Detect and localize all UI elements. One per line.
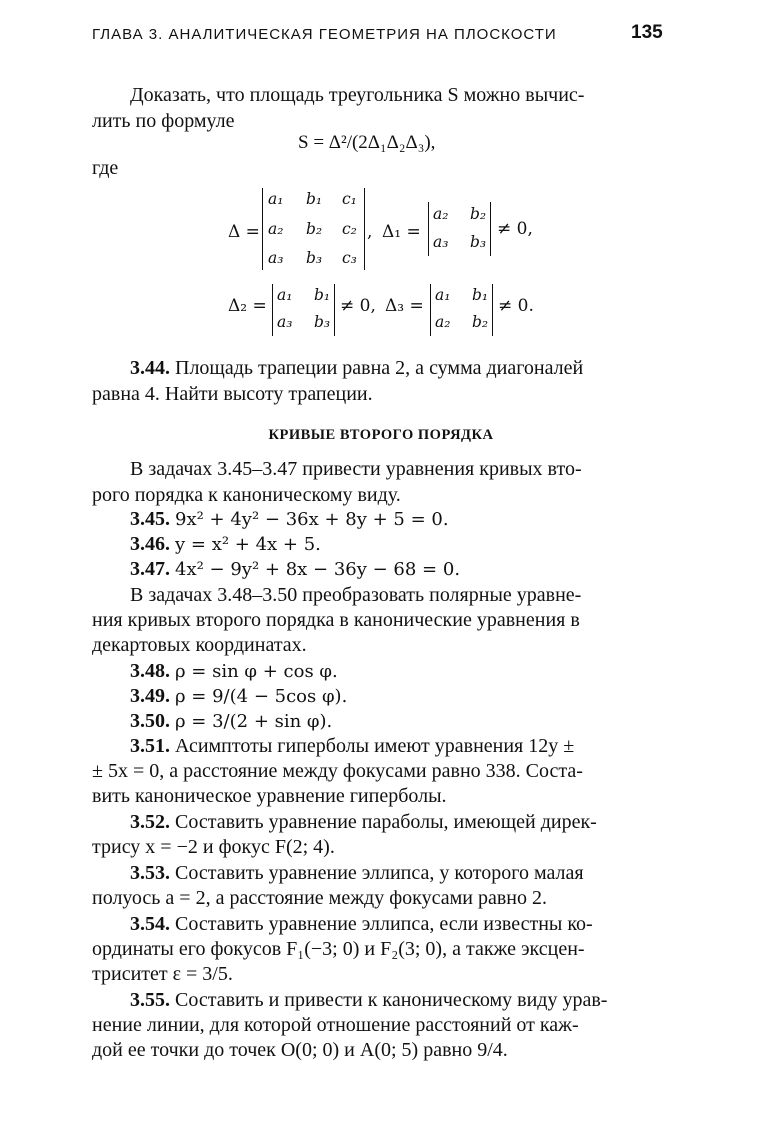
not-equal-zero: ≠ 0, [340, 296, 376, 316]
problem-3-54 [130, 911, 593, 937]
page-number: 135 [631, 22, 663, 43]
det-cell: b₁ [314, 286, 331, 304]
det-cell: a₁ [277, 286, 293, 304]
delta2-label: Δ₂ = [228, 296, 267, 316]
intro-line-1: Доказать, что площадь треугольника S можно вычис- [130, 84, 585, 106]
paragraph-line: полуось a = 2, а расстояние между фокусами равно 2. [92, 887, 547, 909]
paragraph-line: трису x = −2 и фокус F(2; 4). [92, 836, 335, 858]
problem-text: Составить уравнение эллипса, если известны ко- [175, 913, 593, 935]
det-cell: b₂ [472, 313, 489, 331]
paragraph-line: В задачах 3.48–3.50 преобразовать полярные уравне- [130, 584, 582, 606]
equation-3-45 [130, 506, 449, 533]
paragraph-line: декартовых координатах. [92, 634, 307, 656]
equation: ρ = 9/(4 − 5cos φ). [175, 686, 348, 707]
det-bar-left [428, 202, 429, 256]
det-cell: c₁ [342, 190, 357, 208]
det-bar-left [430, 284, 431, 336]
problem-3-55 [130, 987, 607, 1013]
problem-number: 3.54. [130, 913, 170, 935]
det-cell: a₁ [435, 286, 451, 304]
det-cell: c₃ [342, 249, 357, 267]
equation: ρ = 3/(2 + sin φ). [175, 711, 333, 732]
problem-text: Составить и привести к каноническому виду урав- [175, 989, 608, 1011]
problem-number: 3.44. [130, 357, 170, 379]
equation: 9x² + 4y² − 36x + 8y + 5 = 0. [175, 509, 449, 530]
det-cell: a₃ [433, 233, 449, 251]
equation-3-46 [130, 531, 321, 558]
det-cell: b₁ [306, 190, 323, 208]
det-cell: a₂ [435, 313, 451, 331]
where-label: где [92, 157, 119, 179]
det-cell: a₃ [277, 313, 293, 331]
problem-number: 3.48. [130, 660, 170, 682]
paragraph-line: ± 5x = 0, а расстояние между фокусами равно 338. Соста- [92, 760, 583, 782]
problem-number: 3.53. [130, 862, 170, 884]
problem-number: 3.46. [130, 533, 170, 555]
paragraph-line: В задачах 3.45–3.47 привести уравнения кривых вто- [130, 458, 582, 480]
det-bar-right [334, 284, 335, 336]
section-title: КРИВЫЕ ВТОРОГО ПОРЯДКА [268, 427, 494, 443]
problem-3-52 [130, 809, 597, 835]
paragraph-line: триситет ε = 3/5. [92, 963, 233, 985]
det-cell: b₂ [470, 205, 487, 223]
delta1-label: Δ₁ = [382, 222, 421, 242]
det-cell: b₁ [472, 286, 489, 304]
det-cell: a₂ [268, 220, 284, 238]
det-cell: b₃ [470, 233, 487, 251]
problem-number: 3.52. [130, 811, 170, 833]
equation: ρ = sin φ + cos φ. [175, 661, 338, 682]
det-cell: a₁ [268, 190, 284, 208]
comma: , [367, 222, 373, 242]
problem-3-53 [130, 860, 584, 886]
not-equal-zero: ≠ 0, [497, 219, 533, 239]
det-cell: b₃ [306, 249, 323, 267]
paragraph-line: ординаты его фокусов F₁(−3; 0) и F₂(3; 0), а также эксцен- [92, 938, 585, 960]
equation: y = x² + 4x + 5. [175, 534, 321, 555]
det-cell: a₃ [268, 249, 284, 267]
paragraph-line: дой ее точки до точек O(0; 0) и A(0; 5) равно 9/4. [92, 1039, 508, 1061]
not-equal-zero: ≠ 0. [498, 296, 534, 316]
paragraph-line: рого порядка к каноническому виду. [92, 484, 401, 506]
problem-number: 3.49. [130, 685, 170, 707]
det-cell: a₂ [433, 205, 449, 223]
intro-line-2: лить по формуле [92, 110, 235, 132]
det-cell: b₃ [314, 313, 331, 331]
det-cell: c₂ [342, 220, 357, 238]
problem-number: 3.55. [130, 989, 170, 1011]
det-bar-right [490, 202, 491, 256]
running-header: ГЛАВА 3. АНАЛИТИЧЕСКАЯ ГЕОМЕТРИЯ НА ПЛОСКОСТИ [92, 26, 557, 43]
problem-text: Составить уравнение параболы, имеющей дирек- [175, 811, 597, 833]
paragraph-line: вить каноническое уравнение гиперболы. [92, 785, 447, 807]
problem-number: 3.47. [130, 558, 170, 580]
problem-number: 3.45. [130, 508, 170, 530]
equation: 4x² − 9y² + 8x − 36y − 68 = 0. [175, 559, 461, 580]
problem-text: Асимптоты гиперболы имеют уравнения 12y ± [175, 735, 575, 757]
equation-3-49 [130, 683, 347, 710]
delta-label: Δ = [228, 222, 260, 242]
problem-3-51 [130, 733, 574, 759]
problem-3-44-cont: равна 4. Найти высоту трапеции. [92, 383, 373, 405]
problem-text: Площадь трапеции равна 2, а сумма диагоналей [175, 357, 584, 379]
equation-3-50 [130, 708, 332, 735]
problem-text: Составить уравнение эллипса, у которого малая [175, 862, 584, 884]
paragraph-line: ния кривых второго порядка в канонические уравнения в [92, 609, 580, 631]
equation-3-47 [130, 556, 460, 583]
det-bar-right [364, 188, 365, 270]
paragraph-line: нение линии, для которой отношение расстояний от каж- [92, 1014, 579, 1036]
problem-3-44 [130, 355, 583, 381]
equation-3-48 [130, 658, 338, 685]
det-bar-right [492, 284, 493, 336]
det-bar-left [262, 188, 263, 270]
problem-number: 3.50. [130, 710, 170, 732]
area-formula: S = Δ²/(2Δ₁Δ₂Δ₃), [298, 132, 436, 153]
det-bar-left [272, 284, 273, 336]
problem-number: 3.51. [130, 735, 170, 757]
delta3-label: Δ₃ = [385, 296, 424, 316]
det-cell: b₂ [306, 220, 323, 238]
